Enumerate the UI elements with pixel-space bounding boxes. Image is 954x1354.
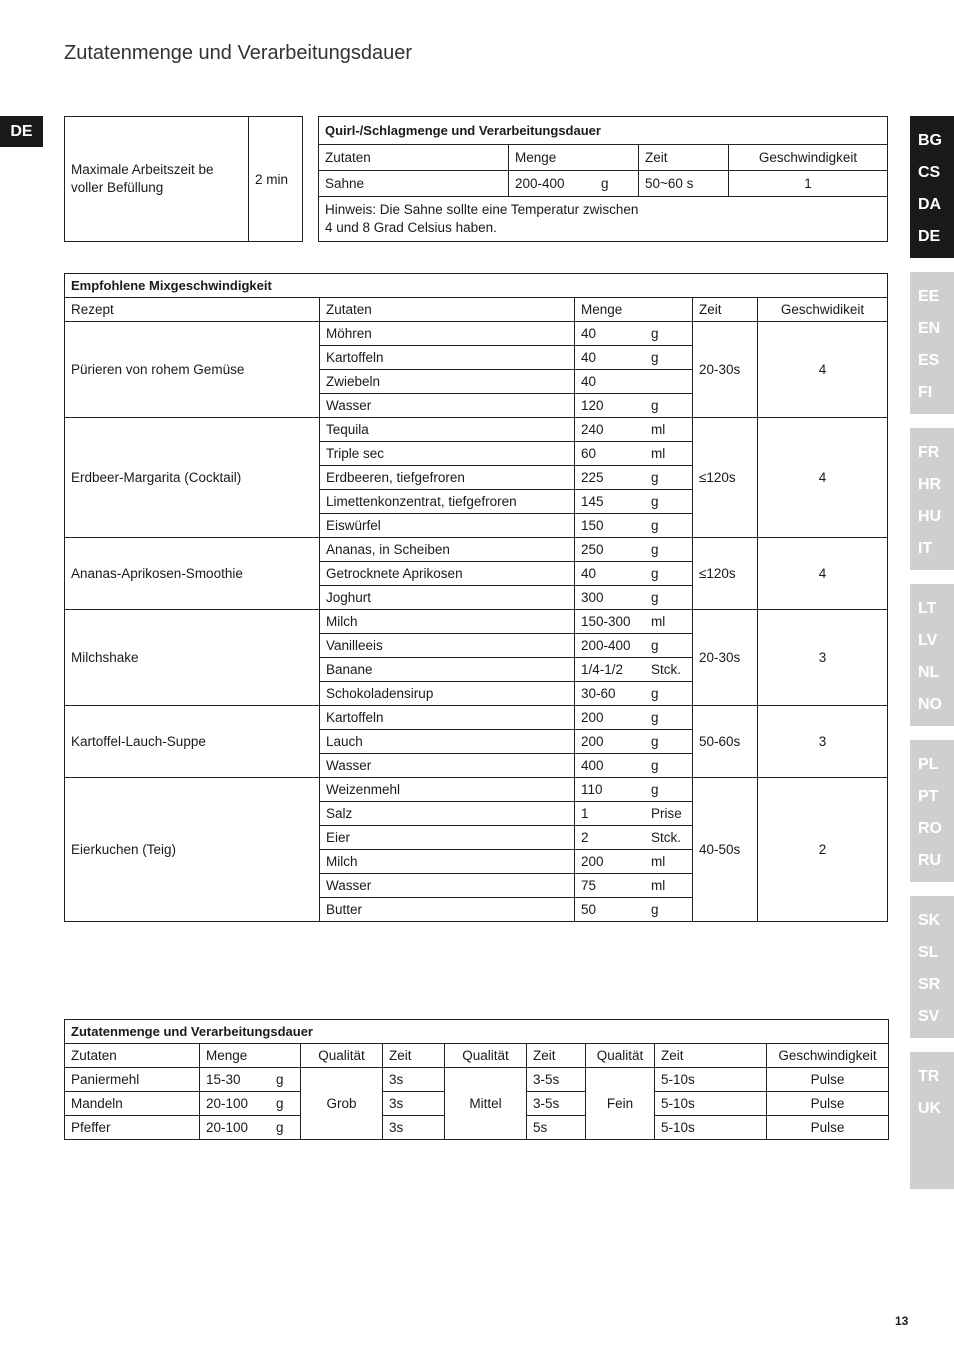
max-time-value: 2 min <box>249 117 303 242</box>
grind-time-2: 3-5s <box>527 1068 586 1092</box>
language-group <box>910 896 954 1038</box>
page-number: 13 <box>895 1314 909 1328</box>
whisk-table <box>318 116 888 242</box>
language-item[interactable]: SV <box>918 1008 940 1025</box>
recipe-ingredient: Banane <box>320 658 575 682</box>
language-group <box>910 116 954 258</box>
language-group <box>910 584 954 726</box>
recipe-amount: 150 g <box>575 514 693 538</box>
table-row <box>65 778 888 802</box>
table-row <box>65 538 888 562</box>
language-item[interactable]: EN <box>918 320 941 337</box>
recipe-name: Milchshake <box>65 610 320 706</box>
recipe-amount: 200 g <box>575 730 693 754</box>
language-item[interactable]: DA <box>918 196 942 213</box>
language-item[interactable]: RU <box>918 852 942 869</box>
language-item[interactable]: DE <box>918 228 941 245</box>
language-item[interactable]: RO <box>918 820 942 837</box>
language-group <box>910 272 954 414</box>
recipe-ingredient: Triple sec <box>320 442 575 466</box>
grind-header-quality-3: Qualität <box>586 1044 655 1068</box>
recipe-ingredient: Milch <box>320 610 575 634</box>
grind-amount: 20-100 g <box>200 1116 301 1140</box>
grind-header-time-1: Zeit <box>383 1044 445 1068</box>
recipe-time: ≤120s <box>693 538 758 610</box>
grind-time-1: 3s <box>383 1116 445 1140</box>
recipe-speed: 3 <box>758 706 888 778</box>
recipe-time: 20-30s <box>693 610 758 706</box>
grind-time-2: 5s <box>527 1116 586 1140</box>
grind-header-time-3: Zeit <box>655 1044 767 1068</box>
recipe-amount: 1 Prise <box>575 802 693 826</box>
mix-header-ingredient: Zutaten <box>320 298 575 322</box>
table-row <box>65 418 888 442</box>
recipe-name: Ananas-Aprikosen-Smoothie <box>65 538 320 610</box>
recipe-ingredient: Zwiebeln <box>320 370 575 394</box>
recipe-amount: 145 g <box>575 490 693 514</box>
grind-time-3: 5-10s <box>655 1116 767 1140</box>
recipe-amount: 60 ml <box>575 442 693 466</box>
language-item[interactable]: HR <box>918 476 942 493</box>
table-row <box>65 1068 889 1092</box>
recipe-name: Kartoffel-Lauch-Suppe <box>65 706 320 778</box>
whisk-ingredient: Sahne <box>319 171 509 197</box>
grind-speed: Pulse <box>767 1116 889 1140</box>
recipe-amount: 75 ml <box>575 874 693 898</box>
grind-header-time-2: Zeit <box>527 1044 586 1068</box>
language-item[interactable]: EE <box>918 288 940 305</box>
language-item[interactable]: SL <box>918 944 939 961</box>
recipe-ingredient: Salz <box>320 802 575 826</box>
recipe-amount: 250 g <box>575 538 693 562</box>
recipe-amount: 200 g <box>575 706 693 730</box>
mix-speed-table <box>64 273 888 922</box>
grind-time-1: 3s <box>383 1092 445 1116</box>
recipe-speed: 4 <box>758 418 888 538</box>
grind-header-speed: Geschwindigkeit <box>767 1044 889 1068</box>
recipe-name: Erdbeer-Margarita (Cocktail) <box>65 418 320 538</box>
table-row <box>65 610 888 634</box>
grind-ingredient: Paniermehl <box>65 1068 200 1092</box>
mix-table-title: Empfohlene Mixgeschwindigkeit <box>65 274 888 298</box>
language-item[interactable]: ES <box>918 352 940 369</box>
whisk-note: Hinweis: Die Sahne sollte eine Temperatur zwischen 4 und 8 Grad Celsius haben. <box>319 197 888 242</box>
recipe-amount: 300 g <box>575 586 693 610</box>
recipe-ingredient: Eiswürfel <box>320 514 575 538</box>
recipe-amount: 150-300 ml <box>575 610 693 634</box>
mix-header-time: Zeit <box>693 298 758 322</box>
recipe-amount: 2 Stck. <box>575 826 693 850</box>
recipe-amount: 40 g <box>575 322 693 346</box>
recipe-amount: 225 g <box>575 466 693 490</box>
recipe-ingredient: Eier <box>320 826 575 850</box>
mix-header-amount: Menge <box>575 298 693 322</box>
language-group <box>910 740 954 882</box>
grind-speed: Pulse <box>767 1068 889 1092</box>
grind-time-3: 5-10s <box>655 1092 767 1116</box>
recipe-name: Pürieren von rohem Gemüse <box>65 322 320 418</box>
recipe-ingredient: Erdbeeren, tiefgefroren <box>320 466 575 490</box>
recipe-ingredient: Butter <box>320 898 575 922</box>
language-badge: DE <box>0 116 43 147</box>
recipe-ingredient: Milch <box>320 850 575 874</box>
page-title: Zutatenmenge und Verarbeitungsdauer <box>64 42 413 64</box>
recipe-amount: 120 g <box>575 394 693 418</box>
language-item[interactable]: HU <box>918 508 942 525</box>
recipe-amount: 400 g <box>575 754 693 778</box>
grind-time-1: 3s <box>383 1068 445 1092</box>
language-item[interactable]: FR <box>918 444 940 461</box>
language-item[interactable]: CS <box>918 164 941 181</box>
recipe-ingredient: Tequila <box>320 418 575 442</box>
grind-speed: Pulse <box>767 1092 889 1116</box>
language-item[interactable]: NO <box>918 696 942 713</box>
recipe-ingredient: Getrocknete Aprikosen <box>320 562 575 586</box>
recipe-amount: 240 ml <box>575 418 693 442</box>
table-row <box>65 706 888 730</box>
grind-table-title: Zutatenmenge und Verarbeitungsdauer <box>65 1020 889 1044</box>
language-item[interactable]: IT <box>918 540 933 557</box>
grind-header-ingredient: Zutaten <box>65 1044 200 1068</box>
grind-ingredient: Pfeffer <box>65 1116 200 1140</box>
recipe-speed: 3 <box>758 610 888 706</box>
grind-amount: 20-100 g <box>200 1092 301 1116</box>
grind-table <box>64 1019 889 1140</box>
recipe-time: 40-50s <box>693 778 758 922</box>
grind-quality-coarse: Grob <box>301 1068 383 1140</box>
recipe-speed: 4 <box>758 538 888 610</box>
language-item[interactable]: TR <box>918 1068 940 1085</box>
language-index <box>910 116 954 1189</box>
recipe-ingredient: Möhren <box>320 322 575 346</box>
table-row <box>65 322 888 346</box>
max-time-label: Maximale Arbeitszeit be voller Befüllung <box>65 117 249 242</box>
language-item[interactable]: LT <box>918 600 937 617</box>
recipe-amount: 40 <box>575 370 693 394</box>
recipe-amount: 200-400 g <box>575 634 693 658</box>
grind-time-3: 5-10s <box>655 1068 767 1092</box>
recipe-time: ≤120s <box>693 418 758 538</box>
recipe-name: Eierkuchen (Teig) <box>65 778 320 922</box>
grind-quality-fine: Fein <box>586 1068 655 1140</box>
grind-header-quality-1: Qualität <box>301 1044 383 1068</box>
recipe-ingredient: Vanilleeis <box>320 634 575 658</box>
recipe-ingredient: Lauch <box>320 730 575 754</box>
recipe-amount: 40 g <box>575 562 693 586</box>
grind-ingredient: Mandeln <box>65 1092 200 1116</box>
recipe-ingredient: Kartoffeln <box>320 346 575 370</box>
language-item[interactable]: SR <box>918 976 941 993</box>
language-group <box>910 1052 954 1189</box>
mix-header-speed: Geschwidikeit <box>758 298 888 322</box>
recipe-ingredient: Limettenkonzentrat, tiefgefroren <box>320 490 575 514</box>
language-group <box>910 428 954 570</box>
recipe-ingredient: Wasser <box>320 874 575 898</box>
language-item[interactable]: SK <box>918 912 941 929</box>
recipe-amount: 30-60 g <box>575 682 693 706</box>
language-item[interactable]: PT <box>918 788 939 805</box>
grind-header-quality-2: Qualität <box>445 1044 527 1068</box>
recipe-ingredient: Weizenmehl <box>320 778 575 802</box>
max-time-table <box>64 116 303 242</box>
recipe-ingredient: Joghurt <box>320 586 575 610</box>
whisk-amount: 200-400 g <box>509 171 639 197</box>
whisk-header-speed: Geschwindigkeit <box>729 145 888 171</box>
language-item[interactable]: UK <box>918 1100 942 1117</box>
whisk-header-time: Zeit <box>639 145 729 171</box>
whisk-header-amount: Menge <box>509 145 639 171</box>
language-item[interactable]: FI <box>918 384 933 401</box>
recipe-amount: 50 g <box>575 898 693 922</box>
recipe-time: 20-30s <box>693 322 758 418</box>
recipe-amount: 40 g <box>575 346 693 370</box>
recipe-ingredient: Schokoladensirup <box>320 682 575 706</box>
recipe-time: 50-60s <box>693 706 758 778</box>
recipe-amount: 110 g <box>575 778 693 802</box>
language-item[interactable]: PL <box>918 756 939 773</box>
recipe-ingredient: Ananas, in Scheiben <box>320 538 575 562</box>
grind-header-amount: Menge <box>200 1044 301 1068</box>
recipe-amount: 200 ml <box>575 850 693 874</box>
recipe-ingredient: Wasser <box>320 754 575 778</box>
grind-quality-medium: Mittel <box>445 1068 527 1140</box>
recipe-ingredient: Kartoffeln <box>320 706 575 730</box>
whisk-header-ingredient: Zutaten <box>319 145 509 171</box>
recipe-amount: 1/4-1/2 Stck. <box>575 658 693 682</box>
language-item[interactable]: LV <box>918 632 938 649</box>
whisk-speed: 1 <box>729 171 888 197</box>
recipe-speed: 2 <box>758 778 888 922</box>
recipe-ingredient: Wasser <box>320 394 575 418</box>
whisk-time: 50~60 s <box>639 171 729 197</box>
grind-amount: 15-30 g <box>200 1068 301 1092</box>
language-item[interactable]: BG <box>918 132 942 149</box>
grind-time-2: 3-5s <box>527 1092 586 1116</box>
mix-header-recipe: Rezept <box>65 298 320 322</box>
language-item[interactable]: NL <box>918 664 940 681</box>
recipe-speed: 4 <box>758 322 888 418</box>
whisk-table-title: Quirl-/Schlagmenge und Verarbeitungsdauer <box>319 117 888 145</box>
